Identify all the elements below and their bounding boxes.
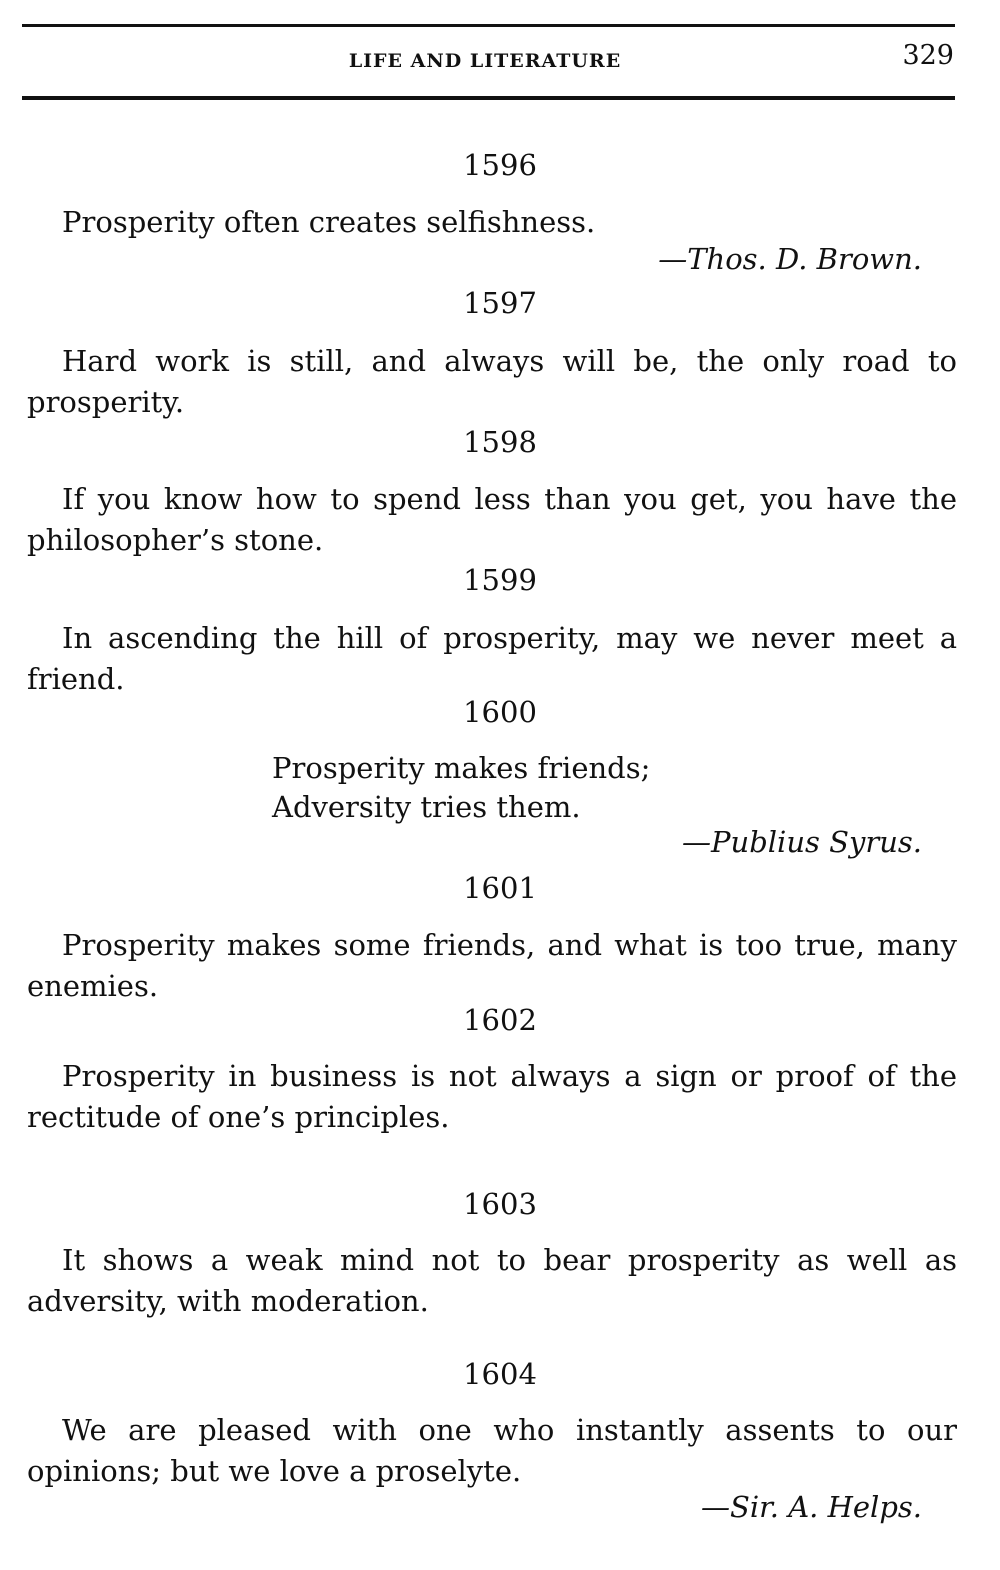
quote-attribution: —Thos. D. Brown. (658, 242, 922, 276)
verse-line: Prosperity makes friends; (272, 751, 651, 785)
quote-text: Prosperity makes some friends, and what is too true, many enemies. (27, 928, 957, 1003)
entry-number: 1599 (463, 563, 537, 597)
verse-line: Adversity tries them. (272, 790, 581, 824)
header-top-rule (22, 24, 955, 27)
quote-text: Hard work is still, and always will be, the only road to prosperity. (27, 344, 957, 419)
quote-text: Prosperity in business is not always a sign or proof of the rectitude of one’s principles. (27, 1059, 957, 1134)
entry-number: 1598 (463, 425, 537, 459)
entry-number: 1596 (463, 148, 537, 182)
entry-number: 1600 (463, 695, 537, 729)
quote-text: Prosperity often creates selfishness. (62, 205, 596, 239)
quote-text: If you know how to spend less than you get, you have the philosopher’s stone. (27, 482, 957, 557)
running-head: LIFE AND LITERATURE (348, 50, 622, 72)
quote-text: It shows a weak mind not to bear prosperity as well as adversity, with moderation. (27, 1243, 957, 1318)
entry-number: 1601 (463, 871, 537, 905)
page-number: 329 (902, 40, 954, 71)
entry-number: 1603 (463, 1187, 537, 1221)
quote-attribution: —Sir. A. Helps. (700, 1490, 922, 1524)
quote-text: In ascending the hill of prosperity, may we never meet a friend. (27, 621, 957, 696)
quote-attribution: —Publius Syrus. (682, 825, 922, 859)
quote-text: We are pleased with one who instantly assents to our opinions; but we love a proselyte. (27, 1413, 957, 1488)
verse-block (272, 749, 650, 827)
entry-number: 1597 (463, 286, 537, 320)
entry-number: 1604 (463, 1357, 537, 1391)
entry-number: 1602 (463, 1003, 537, 1037)
header-bottom-rule (22, 96, 955, 100)
